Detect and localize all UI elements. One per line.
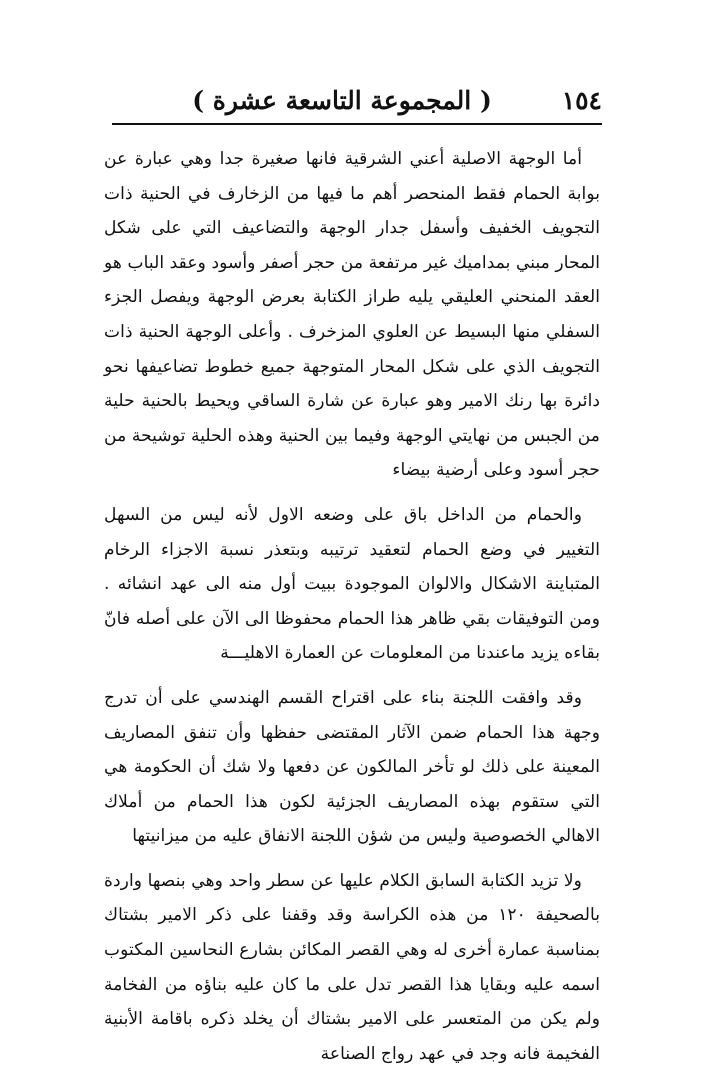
header-rule <box>112 123 602 125</box>
paragraph-inscription: ولا تزيد الكتابة السابق الكلام عليها عن سطر واحد وهي بنصها واردة بالصحيفة ١٢٠ من هذه الكراسة وقد وقفنا على ذكر الامير بشتاك بمناسبة عمارة أخرى له وهي القصر المكائن بشارع النحاسين المكتوب اسمه عليه وبقايا هذا القصر تدل على ما كان عليه بناؤه من الفخامة ولم يكن من المتعسر على الامير بشتاك أن يخلد ذكره باقامة الأبنية الفخيمة فانه وجد في عهد رواج الصناعة <box>104 870 600 1064</box>
page-header <box>112 82 602 118</box>
body-text <box>104 142 600 1071</box>
running-title: ( المجموعة التاسعة عشرة ) <box>192 86 492 115</box>
paragraph-committee: وقد وافقت اللجنة بناء على اقتراح القسم الهندسي على أن تدرج وجهة هذا الحمام ضمن الآثار المقتضى حفظها وأن تنفق المصاريف المعينة على ذلك لو تأخر المالكون عن دفعها ولا شك أن الحكومة هي التي ستقوم بهذه المصاريف الجزئية لكون هذا الحمام من أملاك الاهالي الخصوصية وليس من شؤن اللجنة الانفاق عليه من ميزانيتها <box>104 687 600 847</box>
paragraph-interior: والحمام من الداخل باق على وضعه الاول لأنه ليس من السهل التغيير في وضع الحمام لتعقيد ترتيبه وبتعذر نسبة الاجزاء الرخام المتباينة الاشكال والالوان الموجودة ببيت أول منه الى عهد انشائه . ومن التوفيقات بقي ظاهر هذا الحمام محفوظا الى الآن على أصله فانّ بقاءه يزيد ماعندنا من المعلومات عن العمارة الاهليـــة <box>104 504 600 664</box>
page-number: ١٥٤ <box>561 86 602 115</box>
paragraph-facade: أما الوجهة الاصلية أعني الشرقية فانها صغيرة جدا وهي عبارة عن بوابة الحمام فقط المنحصر أهم ما فيها من الزخارف في الحنية ذات التجويف الخفيف وأسفل جدار الوجهة والتضاعيف التي على شكل المحار مبني بمداميك غير مرتفعة من حجر أصفر وأسود وعقد الباب هو العقد المنحني العليقي يليه طراز الكتابة بعرض الوجهة ويفصل الجزء السفلي منها البسيط عن العلوي المزخرف . وأعلى الوجهة الحنية ذات التجويف الذي على شكل المحار المتوجهة جميع خطوط تضاعيفها نحو دائرة بها رنك الامير وهو عبارة عن شارة الساقي ويحيط بالحنية حلية من الجبس من نهايتي الوجهة وفيما بين الحنية وهذه الحلية توشيحة من حجر أسود وعلى أرضية بيضاء <box>104 149 600 481</box>
